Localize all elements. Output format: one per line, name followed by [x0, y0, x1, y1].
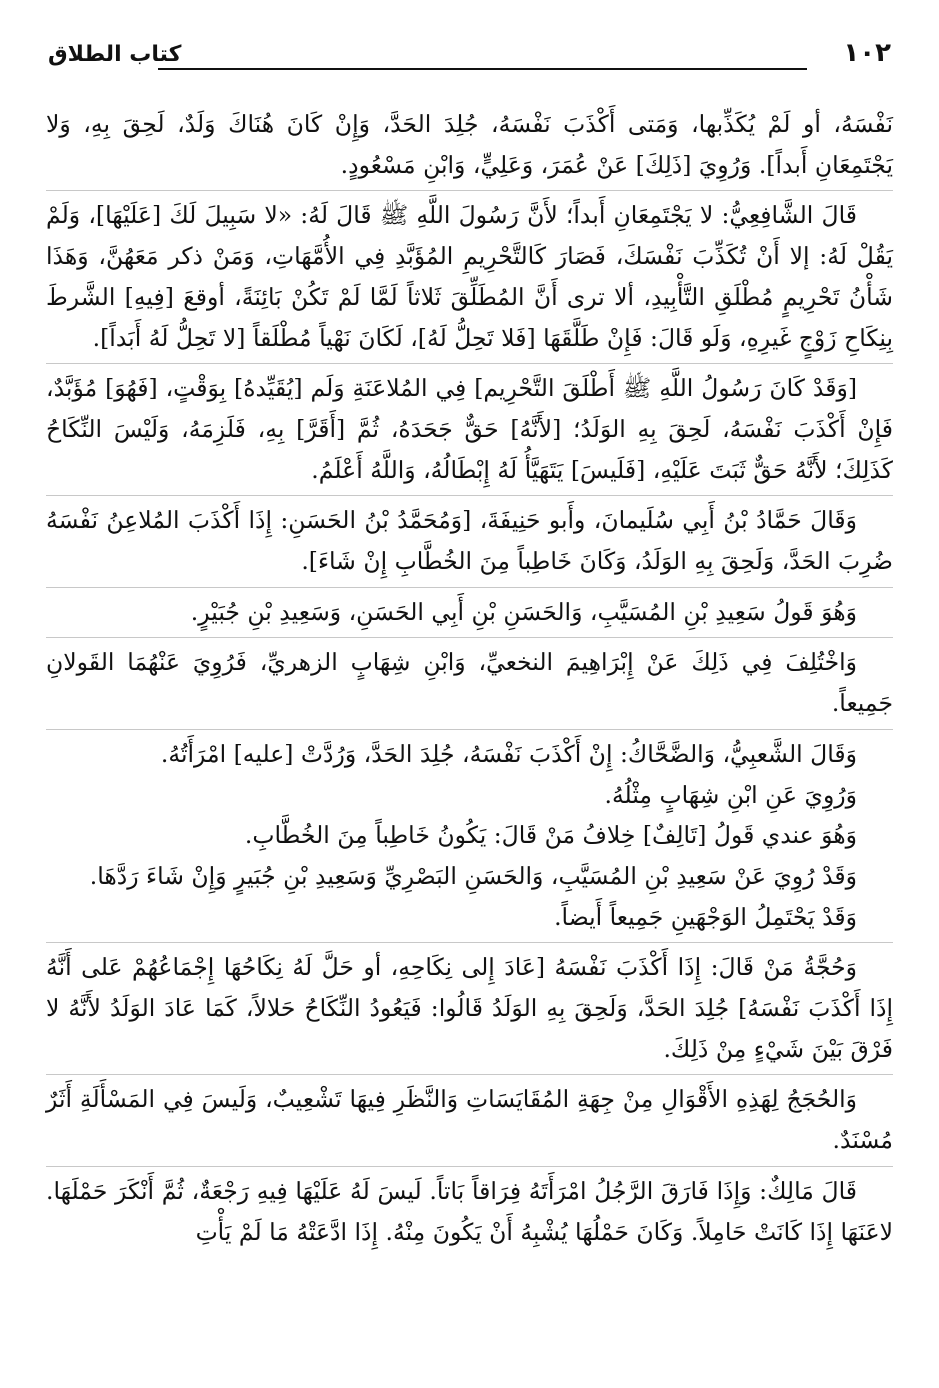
- header-rule: [158, 68, 807, 70]
- paragraph: نَفْسَهُ، أو لَمْ يُكَذِّبها، وَمَتى أَكْذَبَ نَفْسَهُ، جُلِدَ الحَدَّ، وَإِنْ كَانَ هُنَاكَ وَلَدٌ، لَحِقَ بِهِ، وَلا يَجْتَمِعَانِ أَبداً]. وَرُوِيَ [ذَلِكَ] عَنْ عُمَرَ، وَعَلِيٍّ، وَابْنِ مَسْعُودٍ.: [46, 110, 893, 179]
- paragraph: وَهُوَ عندي قَولُ [تَالِفٌ] خِلافُ مَنْ قَالَ: يَكُونُ خَاطِباً مِنَ الخُطَّابِ.: [244, 821, 857, 850]
- paragraph: وَقَدْ يَحْتَمِلُ الوَجْهَينِ جَمِيعاً أَيضاً.: [554, 902, 857, 931]
- paragraph: وَرُوِيَ عَنِ ابْنِ شِهَابٍ مِثْلُهُ.: [604, 780, 857, 809]
- paragraph: وَحُجَّةُ مَنْ قَالَ: إِذَا أَكْذَبَ نَفْسَهُ [عَادَ إِلى نِكَاحِهِ، أو حَلَّ لَهُ نِكَاحُهَا إِجْمَاعُهُمْ عَلى أَنَّهُ إِذَا أَكْذَبَ نَفْسَهُ] جُلِدَ الحَدَّ، وَلَحِقَ بِهِ الوَلَدُ قَالُوا: فَيَعُودُ النِّكَاحُ حَلالاً، كَمَا عَادَ الوَلَدُ لأَنَّهُ لا فَرْقَ بَيْنَ شَيْءٍ مِنْ ذَلِكَ.: [46, 942, 893, 1069]
- paragraph: وَاخْتُلِفَ فِي ذَلِكَ عَنْ إِبْرَاهِيمَ النخعيِّ، وَابْنِ شِهَابٍ الزهريِّ، فَرُوِيَ عَنْهُمَا القَولانِ جَمِيعاً.: [46, 637, 893, 723]
- paragraph: [وَقَدْ كَانَ رَسُولُ اللَّهِ ﷺ أَطْلَقَ التَّحْرِيم] فِي المُلاعَنَةِ وَلَم [يُقَيِّدهُ] بِوَقْتٍ، [فَهُوَ] مُؤَبَّدٌ، فَإِنْ أَكْذَبَ نَفْسَهُ، لَحِقَ بِهِ الوَلَدُ؛ [لأَنَّهُ] حَقٌّ جَحَدَهُ، ثُمَّ [أَقَرَّ] بِهِ، فَلَزِمَهُ، وَلَيْسَ النِّكَاحُ كَذَلِكَ؛ لأَنَّهُ حَقٌّ ثَبَتَ عَلَيْهِ، [فَلَيسَ] يَتَهَيَّأُ لَهُ إِبْطَالُهُ، وَاللَّهُ أَعْلَمُ.: [46, 363, 893, 490]
- paragraph: قَالَ الشَّافِعِيُّ: لا يَجْتَمِعَانِ أَبداً؛ لأَنَّ رَسُولَ اللَّهِ ﷺ قَالَ لَهُ: «لا سَبِيلَ لَكَ [عَلَيْهَا]، وَلَمْ يَقُلْ لَهُ: إلا أَنْ تُكَذِّبَ نَفْسَكَ، فَصَارَ كَالتَّحْرِيمِ المُؤَبَّدِ فِي الأُمَّهَاتِ، وَمَنْ ذكر مَعَهُنَّ، وَهَذَا شَأْنُ تَحْرِيمٍ مُطْلَقِ التَّأْبِيدِ، ألا ترى أَنَّ المُطَلِّقَ ثَلاثاً لَمَّا لَمْ تَكُنْ بَائِنَةً، أوقعَ [فِيهِ] الشَّرطَ بِنِكَاحِ زَوْجٍ غَيرِهِ، وَلَو قَالَ: فَإِنْ طَلَّقَهَا [فَلا تَحِلُّ لَهُ]، لَكَانَ نَهْياً مُطْلَقاً [لا تَحِلُّ لَهُ أَبَداً].: [46, 190, 893, 358]
- paragraph: وَقَالَ حَمَّادُ بْنُ أَبِي سُلَيمانَ، وأَبو حَنِيفَةَ، [وَمُحَمَّدُ بْنُ الحَسَنِ: إِذَا أَكْذَبَ المُلاعِنُ نَفْسَهُ ضُرِبَ الحَدَّ، وَلَحِقَ بِهِ الوَلَدُ، وَكَانَ خَاطِباً مِنَ الخُطَّابِ إِنْ شَاءَ].: [46, 495, 893, 581]
- page-header: [48, 36, 891, 74]
- paragraph: وَهُوَ قَولُ سَعِيدِ بْنِ المُسَيَّبِ، وَالحَسَنِ بْنِ أَبِي الحَسَنِ، وَسَعِيدِ بْنِ جُبَيْرٍ.: [46, 587, 893, 633]
- paragraph: وَالحُجَجُ لِهَذِهِ الأَقْوَالِ مِنْ جِهَةِ المُقَايَسَاتِ وَالنَّظَرِ فِيهَا تَشْعِيبٌ، وَلَيسَ فِي المَسْأَلَةِ أَثَرٌ مُسْنَدٌ.: [46, 1074, 893, 1160]
- paragraph: وَقَالَ الشَّعبِيُّ، وَالضَّحَّاكُ: إِنْ أَكْذَبَ نَفْسَهُ، جُلِدَ الحَدَّ، وَرُدَّتْ [عليه] امْرَأَتُهُ.: [46, 729, 893, 775]
- page-number: ١٠٢: [843, 38, 891, 68]
- body-text: [46, 104, 893, 1252]
- book-title: كتاب الطلاق: [48, 42, 182, 67]
- paragraph: وَقَدْ رُوِيَ عَنْ سَعِيدِ بْنِ المُسَيَّبِ، وَالحَسَنِ البَصْرِيِّ وَسَعِيدِ بْنِ جُبَيرٍ وَإِنْ شَاءَ رَدَّهَا.: [89, 861, 857, 890]
- paragraph: قَالَ مَالِكٌ: وَإِذَا فَارَقَ الرَّجُلُ امْرَأَتَهُ فِرَاقاً بَاتاً. لَيسَ لَهُ عَلَيْهَا فِيهِ رَجْعَةٌ، ثُمَّ أَنْكَرَ حَمْلَهَا. لاعَنَهَا إِذَا كَانَتْ حَامِلاً. وَكَانَ حَمْلُهَا يُشْبِهُ أَنْ يَكُونَ مِنْهُ. إِذَا ادَّعَتْهُ مَا لَمْ يَأْتِ: [46, 1166, 893, 1252]
